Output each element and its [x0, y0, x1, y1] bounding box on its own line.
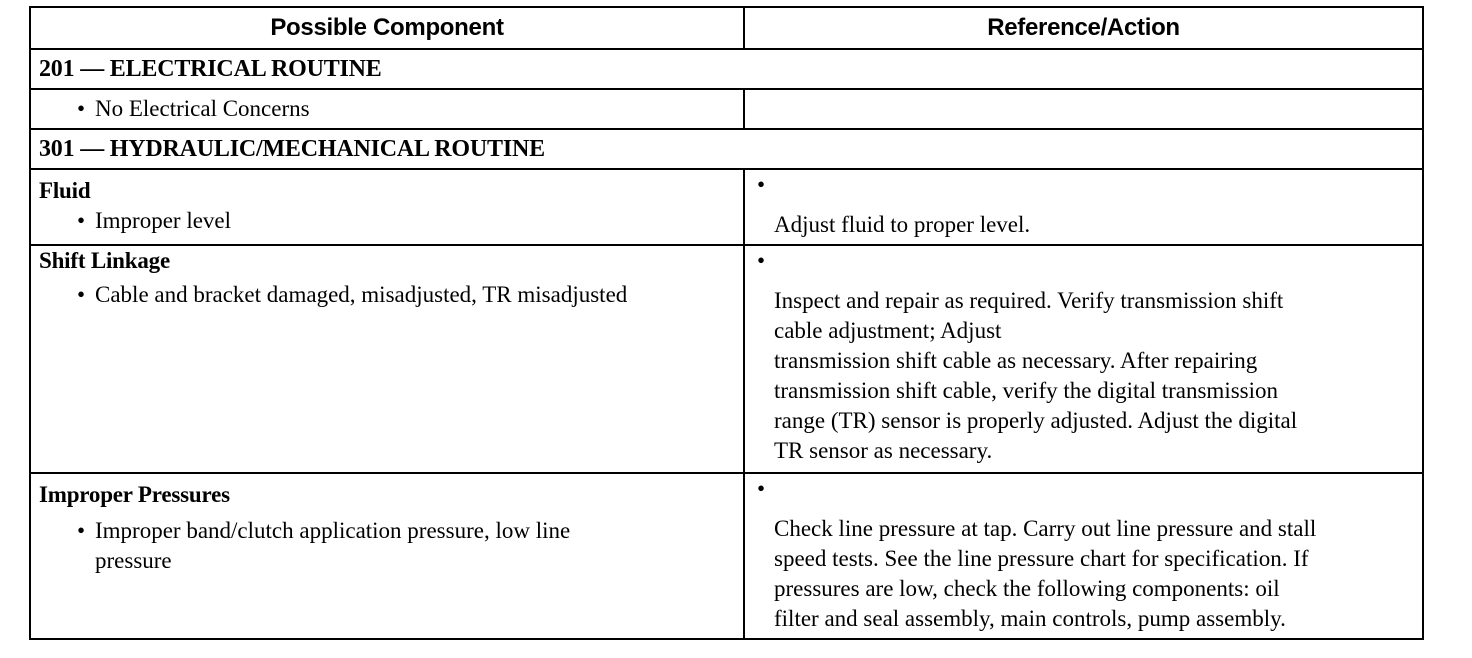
table-row-fluid — [30, 169, 1423, 245]
bullet: • — [757, 476, 766, 501]
action-line: Check line pressure at tap. Carry out line pressure and stall — [774, 516, 1317, 541]
diagnostic-table — [29, 6, 1424, 640]
header-possible-component: Possible Component — [30, 7, 744, 49]
component-cell — [30, 169, 744, 245]
action-text: Adjust fluid to proper level. — [774, 212, 1031, 237]
action-line: cable adjustment; Adjust — [774, 318, 1002, 343]
action-cell — [744, 245, 1423, 473]
component-text: Improper level — [95, 208, 232, 233]
bullet: • — [77, 208, 86, 233]
bullet: • — [77, 518, 86, 543]
section-row-electrical — [30, 49, 1423, 89]
section-title-electrical: 201 — ELECTRICAL ROUTINE — [30, 49, 1423, 89]
action-line: TR sensor as necessary. — [774, 438, 993, 463]
action-line: transmission shift cable as necessary. After repairing — [774, 348, 1258, 373]
table-row-no-electrical — [30, 89, 1423, 129]
table-row-shift-linkage — [30, 245, 1423, 473]
row-heading-shift-linkage: Shift Linkage — [39, 248, 170, 273]
row-heading-improper-pressures: Improper Pressures — [39, 482, 230, 507]
bullet: • — [77, 96, 86, 121]
bullet: • — [77, 282, 86, 307]
action-line: pressures are low, check the following components: oil — [774, 576, 1280, 601]
action-cell — [744, 473, 1423, 639]
action-line: range (TR) sensor is properly adjusted. Adjust the digital — [774, 408, 1298, 433]
component-cell — [30, 245, 744, 473]
section-title-hydraulic: 301 — HYDRAULIC/MECHANICAL ROUTINE — [30, 129, 1423, 169]
section-row-hydraulic — [30, 129, 1423, 169]
component-text: Cable and bracket damaged, misadjusted, TR misadjusted — [95, 282, 628, 307]
action-line: Inspect and repair as required. Verify transmission shift — [774, 288, 1284, 313]
table-row-improper-pressures — [30, 473, 1423, 639]
bullet: • — [757, 172, 766, 197]
header-reference-action: Reference/Action — [744, 7, 1423, 49]
action-line: filter and seal assembly, main controls, pump assembly. — [774, 606, 1286, 631]
action-line: speed tests. See the line pressure chart for specification. If — [774, 546, 1309, 571]
bullet: • — [757, 248, 766, 273]
component-line: pressure — [95, 548, 172, 573]
action-line: transmission shift cable, verify the digital transmission — [774, 378, 1279, 403]
table-header-row — [30, 7, 1423, 49]
component-text: No Electrical Concerns — [95, 96, 310, 121]
action-cell — [744, 169, 1423, 245]
action-cell-empty — [744, 89, 1423, 129]
diagnostic-table-page — [29, 6, 1422, 640]
component-cell — [30, 89, 744, 129]
row-heading-fluid: Fluid — [39, 178, 91, 203]
component-cell — [30, 473, 744, 639]
component-line: Improper band/clutch application pressure, low line — [95, 518, 571, 543]
